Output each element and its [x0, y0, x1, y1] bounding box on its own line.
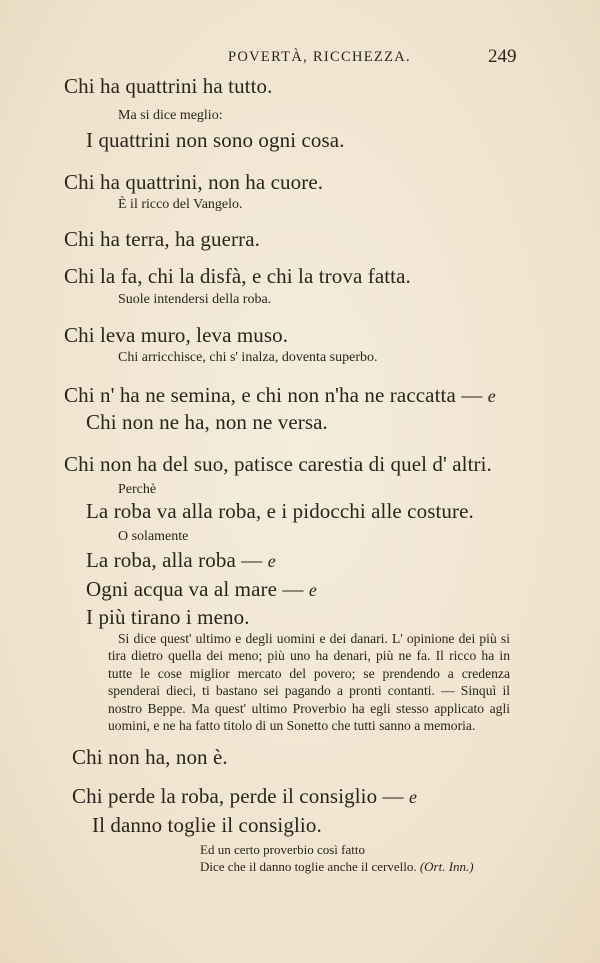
quote-text: Dice che il danno toglie anche il cervello.	[200, 859, 417, 874]
proverb-line: Chi leva muro, leva muso.	[64, 323, 289, 347]
proverb-line	[64, 383, 496, 408]
proverb-text: La roba, alla roba —	[86, 548, 263, 572]
proverb-line: La roba va alla roba, e i pidocchi alle costure.	[86, 499, 474, 523]
proverb-line	[86, 548, 276, 573]
proverb-line: Chi non ne ha, non ne versa.	[86, 410, 328, 434]
proverb-line: Chi non ha, non è.	[72, 745, 228, 769]
note-line: Suole intendersi della roba.	[118, 292, 272, 307]
proverb-line: Chi ha quattrini ha tutto.	[64, 74, 273, 98]
proverb-line: Il danno toglie il consiglio.	[92, 813, 322, 837]
note-line: O solamente	[118, 529, 189, 544]
note-line: Chi arricchisce, chi s' inalza, doventa superbo.	[118, 350, 378, 365]
note-line: È il ricco del Vangelo.	[118, 197, 243, 212]
note-line: Perchè	[118, 482, 157, 497]
proverb-line: Chi non ha del suo, patisce carestia di quel d' altri.	[64, 452, 492, 476]
commentary-text: Si dice quest' ultimo e degli uomini e dei danari. L' opinione dei più si tira dietro quella dei meno; più uno ha denari, più ne fa. Il ricco ha in tutte le cose miglior mercato del povero; se prendendo a credenza spenderai dieci, ti bastano sei pagando a pronti contanti. — Sinquì il nostro Beppe. Ma quest' ultimo Proverbio ha egli stesso applicato agli uomini, e ne ha fatto titolo di un Sonetto che tutti sanno a memoria.	[108, 631, 510, 734]
quote-line	[200, 859, 474, 875]
proverb-line	[86, 577, 317, 602]
connector-e: e	[267, 551, 276, 571]
note-line: Ma si dice meglio:	[118, 108, 223, 123]
citation: (Ort. Inn.)	[419, 859, 474, 874]
proverb-text: Chi perde la roba, perde il consiglio —	[72, 784, 404, 808]
connector-e: e	[487, 386, 496, 406]
page-header	[0, 46, 600, 72]
proverb-text: Chi n' ha ne semina, e chi non n'ha ne raccatta —	[64, 383, 483, 407]
proverb-line	[72, 784, 417, 809]
proverb-line: I più tirano i meno.	[86, 605, 250, 629]
proverb-line: Chi ha quattrini, non ha cuore.	[64, 170, 324, 194]
proverb-line: I quattrini non sono ogni cosa.	[86, 128, 345, 152]
page-number: 249	[488, 46, 517, 67]
proverb-line: Chi la fa, chi la disfà, e chi la trova fatta.	[64, 264, 411, 288]
proverb-text: Ogni acqua va al mare —	[86, 577, 304, 601]
connector-e: e	[409, 787, 418, 807]
proverb-line: Chi ha terra, ha guerra.	[64, 227, 260, 251]
commentary-paragraph	[108, 630, 510, 734]
connector-e: e	[308, 580, 317, 600]
quote-line: Ed un certo proverbio così fatto	[200, 842, 365, 857]
running-head: POVERTÀ, RICCHEZZA.	[228, 49, 411, 65]
